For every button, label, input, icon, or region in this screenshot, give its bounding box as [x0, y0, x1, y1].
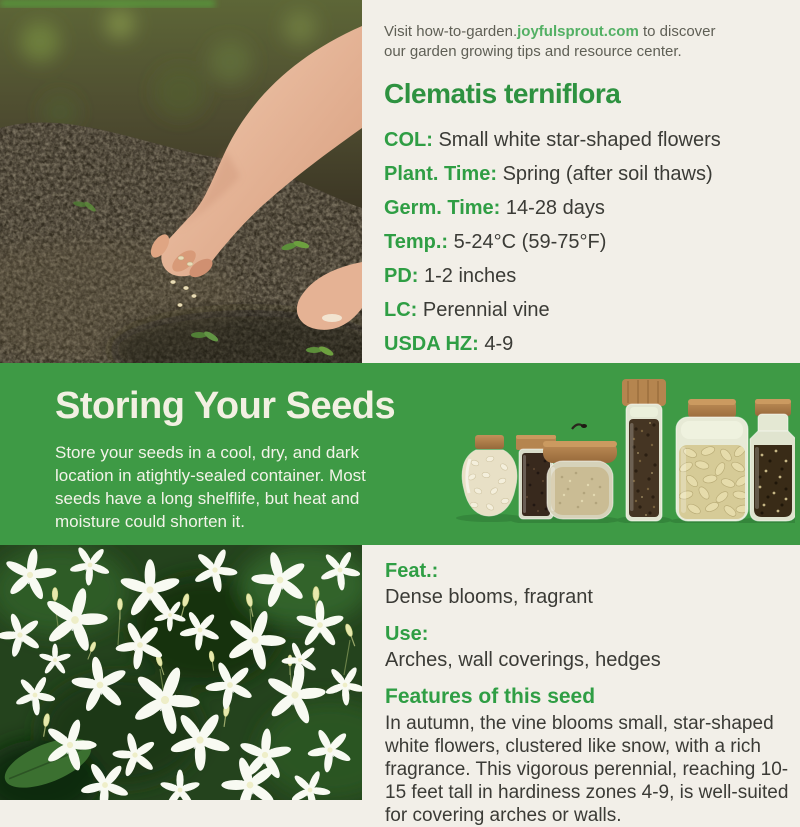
spec-label: USDA HZ: [384, 333, 479, 355]
storing-title: Storing Your Seeds [55, 385, 396, 427]
spec-row-temp [384, 225, 784, 259]
storing-text-block [55, 385, 400, 533]
features-title: Features of this seed [385, 685, 596, 708]
planting-photo [0, 0, 362, 363]
spec-value: Small white star-shaped flowers [438, 129, 721, 151]
flowers-illustration [0, 545, 362, 800]
spec-row-usda-hz [384, 327, 784, 361]
spec-row-pd [384, 259, 784, 293]
feat-value: Dense blooms, fragrant [385, 586, 593, 608]
spec-label: Germ. Time: [384, 197, 501, 219]
jar-dark-mixed-seeds [750, 399, 795, 521]
feat-label: Feat.: [385, 560, 439, 582]
feature-pair [385, 558, 793, 610]
spec-label: LC: [384, 299, 418, 321]
use-pair [385, 621, 793, 673]
spec-value: 5-24°C (59-75°F) [453, 231, 607, 253]
use-value: Arches, wall coverings, hedges [385, 649, 661, 671]
jar-tall-dark-seeds [622, 379, 666, 521]
spec-value: 14-28 days [505, 197, 605, 219]
spec-value: Perennial vine [422, 299, 550, 321]
website-link[interactable]: joyfulsprout.com [517, 23, 639, 40]
spec-row-plant-time [384, 157, 784, 191]
spec-list [384, 123, 784, 361]
spec-label: Temp.: [384, 231, 449, 253]
seed-jars-illustration [450, 373, 795, 523]
spec-label: COL: [384, 129, 433, 151]
spec-value: 4-9 [484, 333, 514, 355]
spec-value: Spring (after soil thaws) [502, 163, 713, 185]
planting-photo-illustration [0, 0, 362, 363]
storing-body: Store your seeds in a cool, dry, and dark location in atightly-sealed container. Most seeds have a long shelflife, but heat and moisture could shorten it. [55, 443, 366, 531]
features-body: In autumn, the vine blooms small, star-shaped white flowers, clustered like snow, with a rich fragrance. This vigorous perennial, reaching 10-15 feet tall in hardiness zones 4-9, is well-suited for covering arches or walls. [385, 713, 789, 826]
flowers-photo [0, 545, 362, 800]
jar-pumpkin-seeds [676, 399, 750, 521]
plant-details-panel [385, 558, 793, 827]
spec-row-col [384, 123, 784, 157]
intro-prefix: Visit how-to-garden. [384, 23, 518, 40]
seed-jars-photo [450, 373, 795, 523]
intro-suffix: to discover our garden growing tips and resource center. [384, 23, 716, 60]
plant-title: Clematis terniflora [384, 78, 621, 109]
plant-info-panel [384, 22, 784, 361]
use-label: Use: [385, 623, 429, 645]
spec-label: Plant. Time: [384, 163, 497, 185]
spec-row-germ-time [384, 191, 784, 225]
intro-text [384, 22, 736, 62]
storing-seeds-banner [0, 363, 800, 545]
jar-white-beans [460, 435, 520, 520]
spec-value: 1-2 inches [424, 265, 517, 287]
spec-row-lc [384, 293, 784, 327]
spec-label: PD: [384, 265, 419, 287]
